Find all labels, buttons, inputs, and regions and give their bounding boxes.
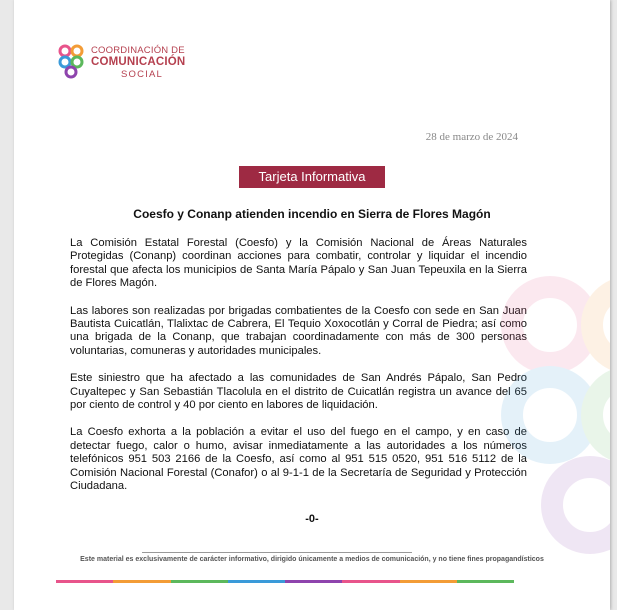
- stripe-segment: [56, 580, 113, 583]
- watermark-knot-icon: [490, 265, 610, 585]
- color-stripe: [56, 580, 514, 583]
- stripe-segment: [228, 580, 285, 583]
- document-date: 28 de marzo de 2024: [425, 131, 518, 143]
- stripe-segment: [400, 580, 457, 583]
- body-text: [70, 237, 527, 508]
- logo-knot-icon: [56, 42, 86, 80]
- headline: Coesfo y Conanp atienden incendio en Sierra de Flores Magón: [133, 207, 491, 221]
- paragraph: Este siniestro que ha afectado a las comunidades de San Andrés Pápalo, San Pedro Cuyaltepec y San Sebastián Tlacolula en el distrito de Cuicatlán registra un avance del 65 por ciento de control y 40 por ciento en labores de liquidación.: [70, 372, 527, 412]
- stripe-segment: [285, 580, 342, 583]
- logo: [56, 42, 196, 82]
- footer-divider: [142, 552, 412, 553]
- logo-line-2: COMUNICACIÓN: [91, 56, 186, 68]
- end-mark: -0-: [305, 513, 319, 525]
- paragraph: Las labores son realizadas por brigadas combatientes de la Coesfo con sede en San Juan Bautista Cuicatlán, Tlalixtac de Cabrera, El Tequio Xoxocotlán y Corral de Piedra; así como una brigada de la Conanp, que trabajan coordinadamente con más de 300 personas voluntarias, comuneras y autoridades municipales.: [70, 304, 527, 357]
- logo-line-3: SOCIAL: [121, 69, 164, 80]
- document-type-badge: Tarjeta Informativa: [239, 166, 385, 188]
- stripe-segment: [171, 580, 228, 583]
- document-page: [14, 0, 610, 610]
- paragraph: La Comisión Estatal Forestal (Coesfo) y la Comisión Nacional de Áreas Naturales Protegidas (Conanp) coordinan acciones para combatir, controlar y liquidar el incendio forestal que afecta los municipios de Santa María Pápalo y San Juan Tepeuxila en la Sierra de Flores Magón.: [70, 237, 527, 290]
- footer-disclaimer: Este material es exclusivamente de carácter informativo, dirigido únicamente a medios de comunicación, y no tiene fines propagandísticos: [80, 556, 544, 563]
- stripe-segment: [342, 580, 399, 583]
- paragraph: La Coesfo exhorta a la población a evitar el uso del fuego en el campo, y en caso de detectar fuego, calor o humo, avisar inmediatamente a las autoridades a los números telefónicos 951 503 2166 de la Coesfo, así como al 951 515 0520, 951 516 5112 de la Comisión Nacional Forestal (Conafor) o al 9-1-1 de la Secretaría de Seguridad y Protección Ciudadana.: [70, 426, 527, 493]
- logo-line-1: COORDINACIÓN DE: [91, 45, 185, 56]
- stripe-segment: [113, 580, 170, 583]
